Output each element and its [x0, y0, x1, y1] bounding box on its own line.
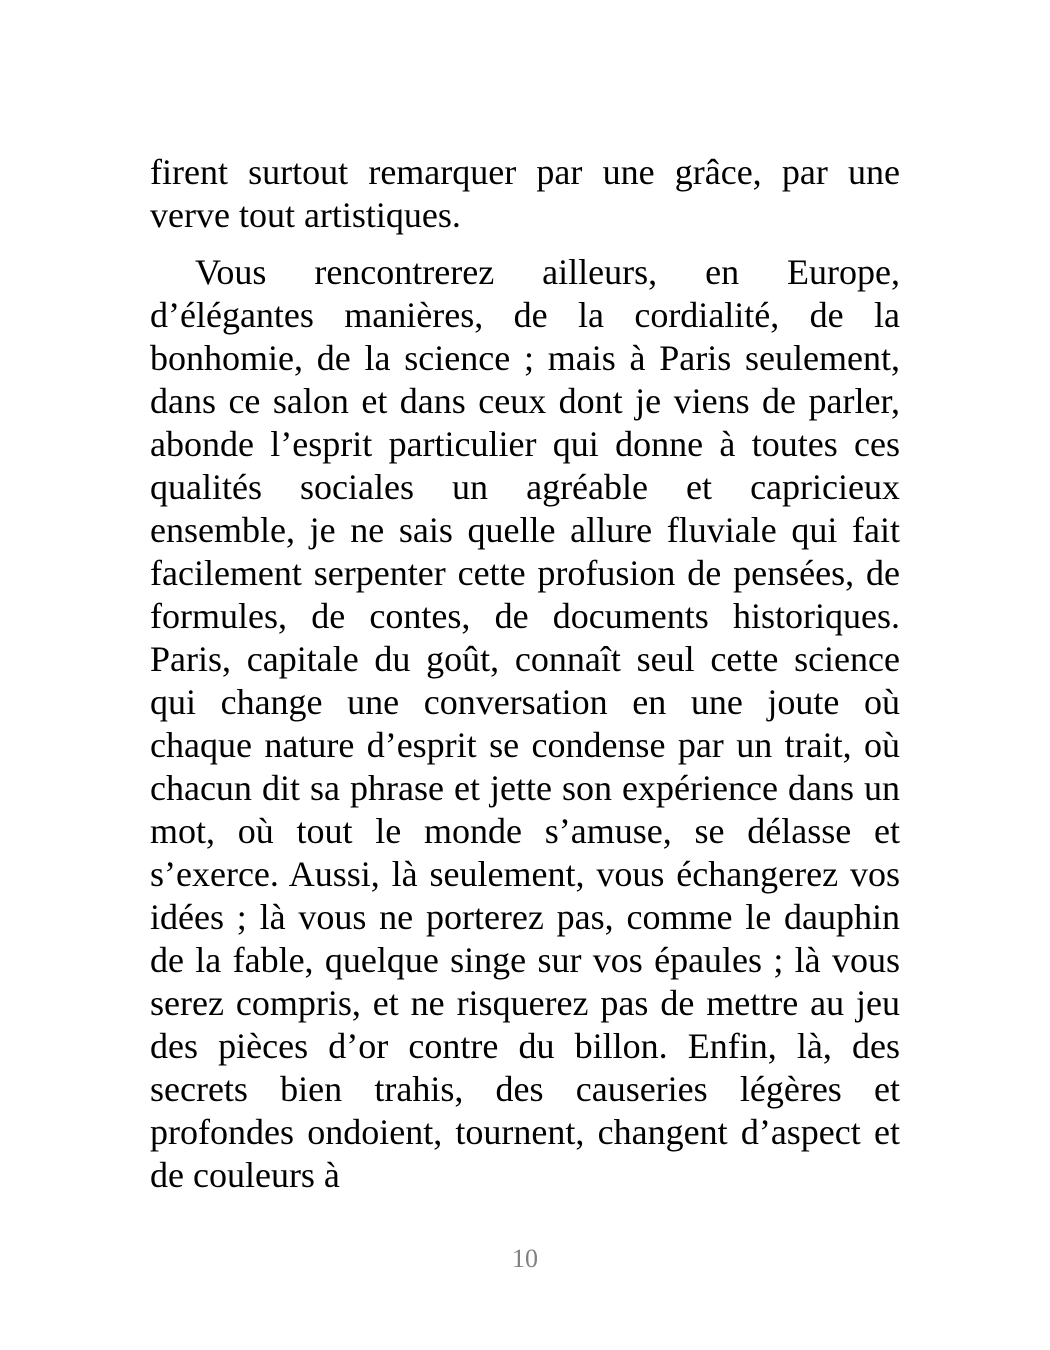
- body-text: [150, 151, 900, 1197]
- page-number: 10: [512, 1244, 538, 1273]
- paragraph: Vous rencontrerez ailleurs, en Europe, d’élégantes manières, de la cordialité, de la bonhomie, de la science ; mais à Paris seulement, dans ce salon et dans ceux dont je viens de parler, abonde l’esprit particulier qui donne à toutes ces qualités sociales un agréable et capricieux ensemble, je ne sais quelle allure fluviale qui fait facilement serpenter cette profusion de pensées, de formules, de contes, de documents historiques. Paris, capitale du goût, connaît seul cette science qui change une conversation en une joute où chaque nature d’esprit se condense par un trait, où chacun dit sa phrase et jette son expérience dans un mot, où tout le monde s’amuse, se délasse et s’exerce. Aussi, là seulement, vous échangerez vos idées ; là vous ne porterez pas, comme le dauphin de la fable, quelque singe sur vos épaules ; là vous serez compris, et ne risquerez pas de mettre au jeu des pièces d’or contre du billon. Enfin, là, des secrets bien trahis, des causeries légères et profondes ondoient, tournent, changent d’aspect et de couleurs à: [150, 252, 900, 1195]
- paragraph-continued: firent surtout remarquer par une grâce, par une verve tout artistiques.: [150, 152, 900, 235]
